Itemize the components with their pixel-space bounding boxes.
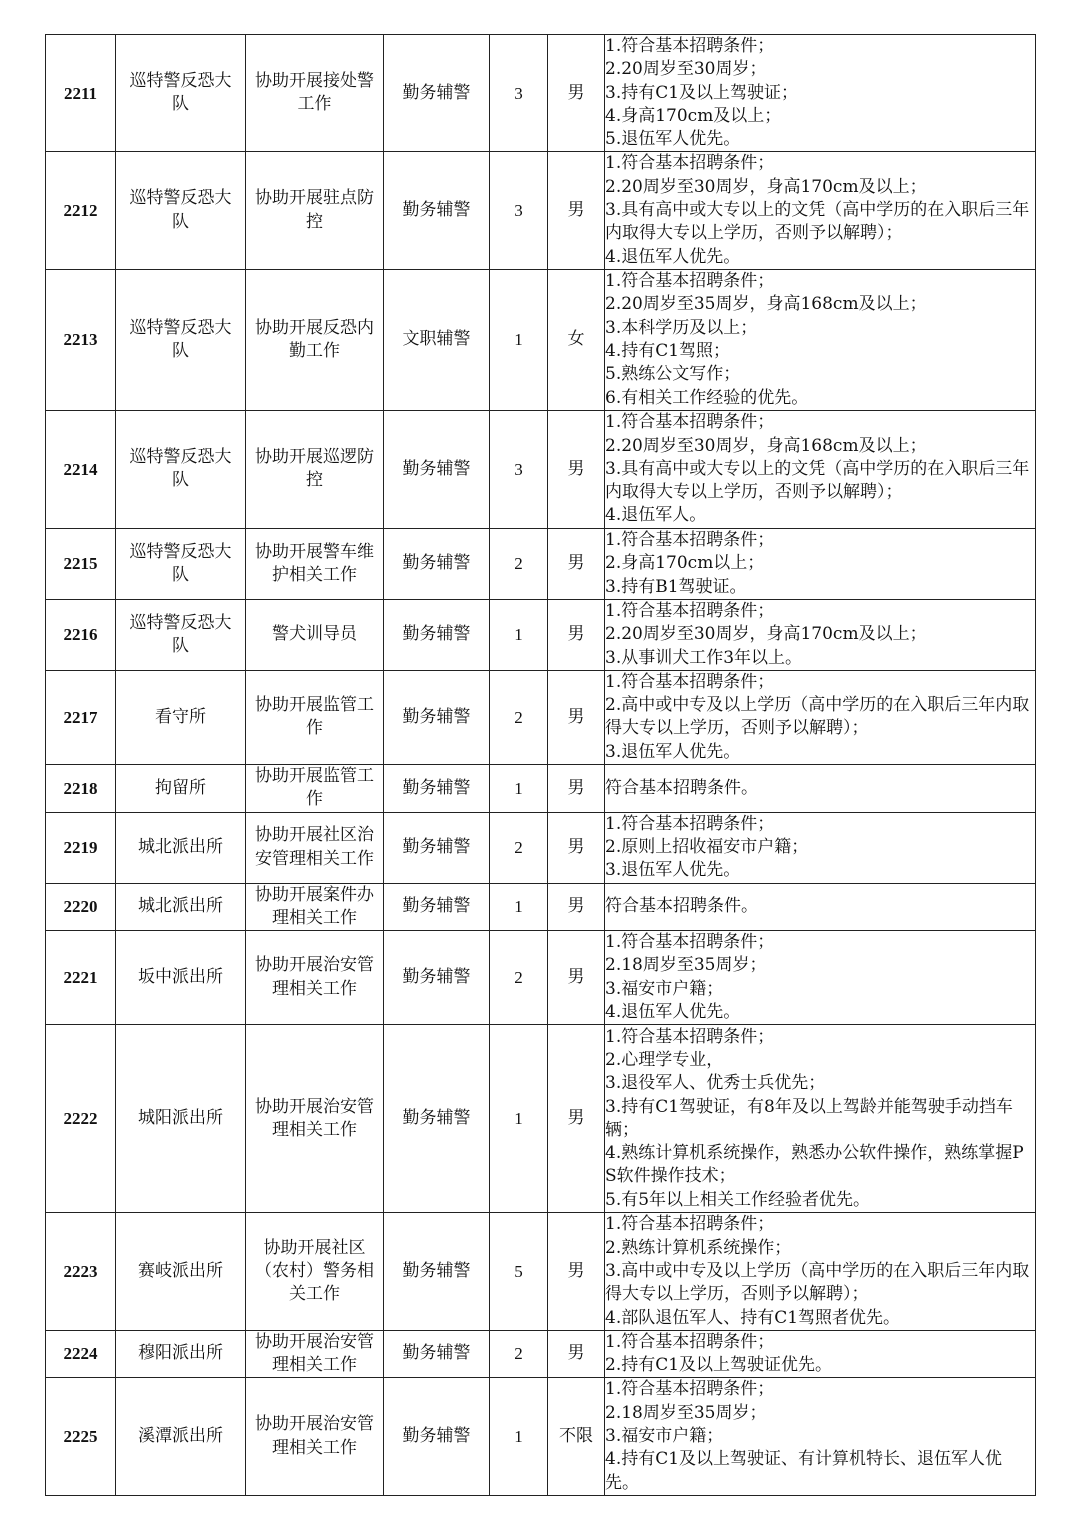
- requirement-item: 1.符合基本招聘条件；: [605, 529, 775, 550]
- position-type-cell: 勤务辅警: [384, 883, 490, 931]
- requirements-cell: [605, 410, 1036, 528]
- headcount-cell: 5: [490, 1213, 548, 1330]
- gender-cell: 男: [548, 599, 605, 670]
- table-row: [46, 1025, 1036, 1213]
- position-type-cell: 文职辅警: [384, 269, 490, 410]
- requirements-cell: [605, 599, 1036, 670]
- requirement-item: 3.从事训犬工作3年以上。: [605, 647, 803, 668]
- gender-cell: 男: [548, 410, 605, 528]
- requirement-item: 2.熟练计算机系统操作；: [605, 1237, 792, 1258]
- headcount-cell: 1: [490, 883, 548, 931]
- duty-cell: 协助开展监管工作: [246, 765, 384, 813]
- gender-cell: 男: [548, 1213, 605, 1330]
- requirement-item: 3.具有高中或大专以上的文凭（高中学历的在入职后三年内取得大专以上学历，否则予以解聘）；: [605, 200, 1030, 244]
- duty-cell: 协助开展警车维护相关工作: [246, 528, 384, 599]
- gender-cell: 男: [548, 765, 605, 813]
- headcount-cell: 2: [490, 812, 548, 883]
- unit-cell: 坂中派出所: [116, 931, 246, 1025]
- table-row: [46, 410, 1036, 528]
- requirement-item: 3.福安市户籍；: [605, 978, 724, 999]
- requirement-item: 3.本科学历及以上；: [605, 317, 758, 338]
- requirements-cell: [605, 1213, 1036, 1330]
- gender-cell: 男: [548, 152, 605, 269]
- requirement-item: 4.持有C1驾照；: [605, 340, 731, 361]
- duty-cell: 协助开展巡逻防控: [246, 410, 384, 528]
- duty-cell: 协助开展社区（农村）警务相关工作: [246, 1213, 384, 1330]
- gender-cell: 男: [548, 670, 605, 764]
- requirement-item: 2.20周岁至35周岁，身高168cm及以上；: [605, 294, 927, 315]
- position-id-cell: 2218: [46, 765, 116, 813]
- requirement-item: 5.退伍军人优先。: [605, 129, 741, 150]
- unit-cell: 巡特警反恐大队: [116, 35, 246, 152]
- requirement-item: 3.退役军人、优秀士兵优先；: [605, 1073, 826, 1094]
- unit-cell: 巡特警反恐大队: [116, 410, 246, 528]
- unit-cell: 巡特警反恐大队: [116, 269, 246, 410]
- requirement-item: 1.符合基本招聘条件；: [605, 1026, 775, 1047]
- position-type-cell: 勤务辅警: [384, 931, 490, 1025]
- position-id-cell: 2213: [46, 269, 116, 410]
- requirement-item: 4.退伍军人优先。: [605, 1002, 741, 1023]
- requirement-item: 3.持有C1驾驶证，有8年及以上驾龄并能驾驶手动挡车辆；: [605, 1096, 1013, 1140]
- requirements-cell: [605, 765, 1036, 813]
- headcount-cell: 1: [490, 765, 548, 813]
- duty-cell: 协助开展驻点防控: [246, 152, 384, 269]
- requirement-item: 1.符合基本招聘条件；: [605, 412, 775, 433]
- requirement-item: 2.原则上招收福安市户籍；: [605, 836, 809, 857]
- position-id-cell: 2212: [46, 152, 116, 269]
- unit-cell: 穆阳派出所: [116, 1330, 246, 1378]
- gender-cell: 男: [548, 931, 605, 1025]
- requirement-item: 3.福安市户籍；: [605, 1425, 724, 1446]
- gender-cell: 男: [548, 883, 605, 931]
- table-row: [46, 528, 1036, 599]
- position-type-cell: 勤务辅警: [384, 1330, 490, 1378]
- requirement-item: 2.20周岁至30周岁，身高170cm及以上；: [605, 176, 927, 197]
- requirement-item: 1.符合基本招聘条件；: [605, 671, 775, 692]
- headcount-cell: 1: [490, 1378, 548, 1495]
- headcount-cell: 1: [490, 599, 548, 670]
- position-type-cell: 勤务辅警: [384, 1213, 490, 1330]
- gender-cell: 男: [548, 1025, 605, 1213]
- position-id-cell: 2223: [46, 1213, 116, 1330]
- table-row: [46, 812, 1036, 883]
- requirement-item: 4.熟练计算机系统操作，熟悉办公软件操作，熟练掌握PS软件操作技术；: [605, 1143, 1024, 1187]
- requirement-item: 4.持有C1及以上驾驶证、有计算机特长、退伍军人优先。: [605, 1449, 1003, 1493]
- unit-cell: 拘留所: [116, 765, 246, 813]
- requirement-item: 2.高中或中专及以上学历（高中学历的在入职后三年内取得大专以上学历，否则予以解聘）；: [605, 695, 1030, 739]
- gender-cell: 男: [548, 35, 605, 152]
- requirements-cell: [605, 269, 1036, 410]
- requirement-item: 3.持有B1驾驶证。: [605, 576, 747, 597]
- requirements-cell: [605, 670, 1036, 764]
- position-id-cell: 2225: [46, 1378, 116, 1495]
- position-id-cell: 2222: [46, 1025, 116, 1213]
- requirement-item: 3.退伍军人优先。: [605, 741, 741, 762]
- requirement-item: 1.符合基本招聘条件；: [605, 271, 775, 292]
- table-row: [46, 670, 1036, 764]
- headcount-cell: 1: [490, 269, 548, 410]
- requirements-cell: [605, 35, 1036, 152]
- headcount-cell: 3: [490, 152, 548, 269]
- unit-cell: 巡特警反恐大队: [116, 599, 246, 670]
- position-type-cell: 勤务辅警: [384, 670, 490, 764]
- headcount-cell: 2: [490, 1330, 548, 1378]
- table-body: [46, 35, 1036, 1496]
- requirement-item: 5.熟练公文写作；: [605, 364, 741, 385]
- table-row: [46, 931, 1036, 1025]
- position-id-cell: 2214: [46, 410, 116, 528]
- requirement-item: 4.部队退伍军人、持有C1驾照者优先。: [605, 1307, 901, 1328]
- table-row: [46, 269, 1036, 410]
- gender-cell: 女: [548, 269, 605, 410]
- requirement-item: 2.20周岁至30周岁；: [605, 59, 767, 80]
- position-id-cell: 2224: [46, 1330, 116, 1378]
- unit-cell: 赛岐派出所: [116, 1213, 246, 1330]
- table-row: [46, 1213, 1036, 1330]
- requirement-item: 1.符合基本招聘条件；: [605, 1214, 775, 1235]
- requirements-cell: [605, 1378, 1036, 1495]
- duty-cell: 协助开展监管工作: [246, 670, 384, 764]
- position-type-cell: 勤务辅警: [384, 1378, 490, 1495]
- position-type-cell: 勤务辅警: [384, 410, 490, 528]
- unit-cell: 城阳派出所: [116, 1025, 246, 1213]
- requirement-item: 2.20周岁至30周岁，身高168cm及以上；: [605, 435, 927, 456]
- requirement-item: 1.符合基本招聘条件；: [605, 813, 775, 834]
- gender-cell: 男: [548, 528, 605, 599]
- requirements-cell: [605, 1330, 1036, 1378]
- table-row: [46, 599, 1036, 670]
- requirements-cell: [605, 152, 1036, 269]
- unit-cell: 城北派出所: [116, 812, 246, 883]
- headcount-cell: 2: [490, 670, 548, 764]
- requirement-item: 2.持有C1及以上驾驶证优先。: [605, 1355, 833, 1376]
- requirement-item: 4.退伍军人。: [605, 505, 707, 526]
- requirements-cell: [605, 528, 1036, 599]
- position-id-cell: 2211: [46, 35, 116, 152]
- requirement-item: 3.高中或中专及以上学历（高中学历的在入职后三年内取得大专以上学历，否则予以解聘）；: [605, 1260, 1030, 1305]
- headcount-cell: 1: [490, 1025, 548, 1213]
- gender-cell: 不限: [548, 1378, 605, 1495]
- headcount-cell: 3: [490, 35, 548, 152]
- position-type-cell: 勤务辅警: [384, 812, 490, 883]
- requirement-item: 3.具有高中或大专以上的文凭（高中学历的在入职后三年内取得大专以上学历，否则予以解聘）；: [605, 458, 1030, 503]
- position-id-cell: 2220: [46, 883, 116, 931]
- requirements-cell: [605, 931, 1036, 1025]
- requirement-item: 2.18周岁至35周岁；: [605, 955, 767, 976]
- position-type-cell: 勤务辅警: [384, 765, 490, 813]
- unit-cell: 城北派出所: [116, 883, 246, 931]
- position-type-cell: 勤务辅警: [384, 35, 490, 152]
- requirement-item: 6.有相关工作经验的优先。: [605, 387, 809, 408]
- gender-cell: 男: [548, 1330, 605, 1378]
- requirement-item: 1.符合基本招聘条件；: [605, 36, 775, 56]
- duty-cell: 协助开展反恐内勤工作: [246, 269, 384, 410]
- headcount-cell: 2: [490, 931, 548, 1025]
- requirement-item: 1.符合基本招聘条件；: [605, 600, 775, 621]
- requirement-item: 1.符合基本招聘条件；: [605, 1379, 775, 1400]
- unit-cell: 看守所: [116, 670, 246, 764]
- duty-cell: 警犬训导员: [246, 599, 384, 670]
- position-type-cell: 勤务辅警: [384, 528, 490, 599]
- requirement-item: 3.退伍军人优先。: [605, 860, 741, 881]
- requirement-item: 2.18周岁至35周岁；: [605, 1402, 767, 1423]
- duty-cell: 协助开展治安管理相关工作: [246, 1378, 384, 1495]
- table-row: [46, 1330, 1036, 1378]
- table-row: [46, 1378, 1036, 1495]
- duty-cell: 协助开展治安管理相关工作: [246, 931, 384, 1025]
- requirement-item: 2.20周岁至30周岁，身高170cm及以上；: [605, 624, 927, 645]
- duty-cell: 协助开展治安管理相关工作: [246, 1330, 384, 1378]
- table-row: [46, 152, 1036, 269]
- table-row: [46, 765, 1036, 813]
- position-id-cell: 2221: [46, 931, 116, 1025]
- requirements-cell: [605, 883, 1036, 931]
- duty-cell: 协助开展治安管理相关工作: [246, 1025, 384, 1213]
- position-type-cell: 勤务辅警: [384, 1025, 490, 1213]
- requirement-item: 1.符合基本招聘条件；: [605, 153, 775, 174]
- position-id-cell: 2219: [46, 812, 116, 883]
- requirement-item: 4.退伍军人优先。: [605, 246, 741, 267]
- position-type-cell: 勤务辅警: [384, 152, 490, 269]
- requirement-item: 符合基本招聘条件。: [605, 896, 758, 917]
- unit-cell: 巡特警反恐大队: [116, 528, 246, 599]
- duty-cell: 协助开展接处警工作: [246, 35, 384, 152]
- requirement-item: 4.身高170cm及以上；: [605, 105, 782, 126]
- position-type-cell: 勤务辅警: [384, 599, 490, 670]
- requirement-item: 1.符合基本招聘条件；: [605, 932, 775, 953]
- position-id-cell: 2217: [46, 670, 116, 764]
- unit-cell: 溪潭派出所: [116, 1378, 246, 1495]
- headcount-cell: 2: [490, 528, 548, 599]
- gender-cell: 男: [548, 812, 605, 883]
- requirement-item: 符合基本招聘条件。: [605, 777, 758, 798]
- position-id-cell: 2216: [46, 599, 116, 670]
- requirements-cell: [605, 812, 1036, 883]
- requirement-item: 3.持有C1及以上驾驶证；: [605, 82, 799, 103]
- headcount-cell: 3: [490, 410, 548, 528]
- requirement-item: 5.有5年以上相关工作经验者优先。: [605, 1189, 871, 1210]
- unit-cell: 巡特警反恐大队: [116, 152, 246, 269]
- requirement-item: 1.符合基本招聘条件；: [605, 1331, 775, 1352]
- duty-cell: 协助开展案件办理相关工作: [246, 883, 384, 931]
- table-row: [46, 883, 1036, 931]
- requirement-item: 2.心理学专业，: [605, 1049, 724, 1070]
- table-row: [46, 35, 1036, 152]
- requirement-item: 2.身高170cm以上；: [605, 553, 765, 574]
- position-id-cell: 2215: [46, 528, 116, 599]
- recruitment-table: [45, 34, 1036, 1496]
- requirements-cell: [605, 1025, 1036, 1213]
- duty-cell: 协助开展社区治安管理相关工作: [246, 812, 384, 883]
